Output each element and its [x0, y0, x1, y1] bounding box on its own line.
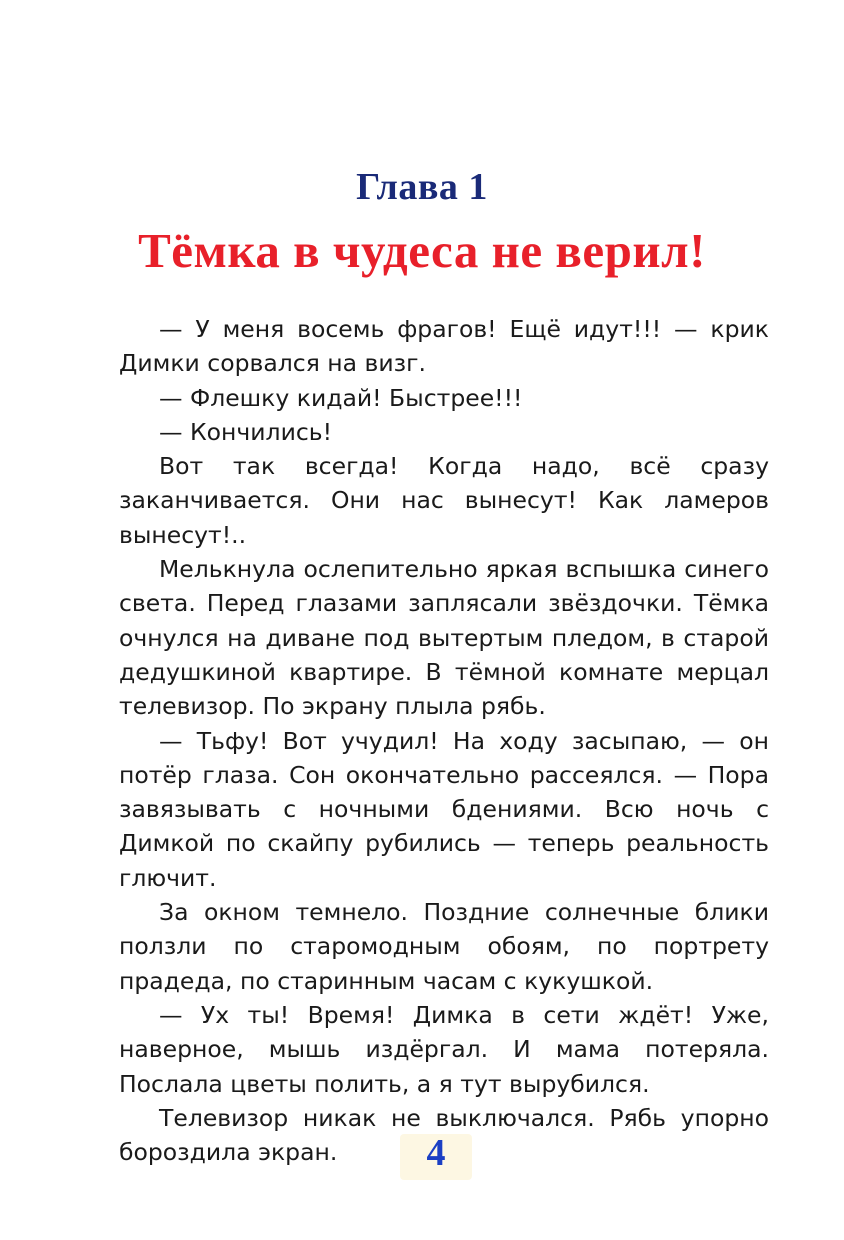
paragraph: — Тьфу! Вот учудил! На ходу засыпаю, — он потёр глаза. Сон окончательно рассеялся. — Пора завязывать с ночными бдениями. Всю ночь с Димкой по скайпу рубились — теперь реальность глючит. — [119, 726, 769, 892]
paragraph: Телевизор никак не выключался. Рябь упорно бороздила экран. — [119, 1103, 769, 1167]
paragraph: — Кончились! — [159, 417, 333, 446]
chapter-label: Глава 1 — [356, 166, 488, 208]
paragraph: — Ух ты! Время! Димка в сети ждёт! Уже, наверное, мышь издёргал. И мама потеряла. Послала цветы полить, а я тут вырубился. — [119, 1000, 769, 1098]
paragraph: Мелькнула ослепительно яркая вспышка синего света. Перед глазами заплясали звёздочки. Тёмка очнулся на диване под вытертым пледом, в старой дедушкиной квартире. В тёмной комнате мерцал телевизор. По экрану плыла рябь. — [119, 555, 769, 721]
paragraph: — Флешку кидай! Быстрее!!! — [159, 383, 523, 412]
paragraph: — У меня восемь фрагов! Ещё идут!!! — крик Димки сорвался на визг. — [119, 315, 769, 378]
chapter-body — [119, 312, 769, 1169]
paragraph: За окном темнело. Поздние солнечные блики ползли по старомодным обоям, по портрету прадеда, по старинным часам с кукушкой. — [119, 898, 769, 995]
chapter-title: Тёмка в чудеса не верил! — [138, 223, 706, 278]
paragraph: Вот так всегда! Когда надо, всё сразу заканчивается. Они нас вынесут! Как ламеров вынесут!.. — [119, 452, 769, 549]
page-number: 4 — [426, 1132, 446, 1174]
